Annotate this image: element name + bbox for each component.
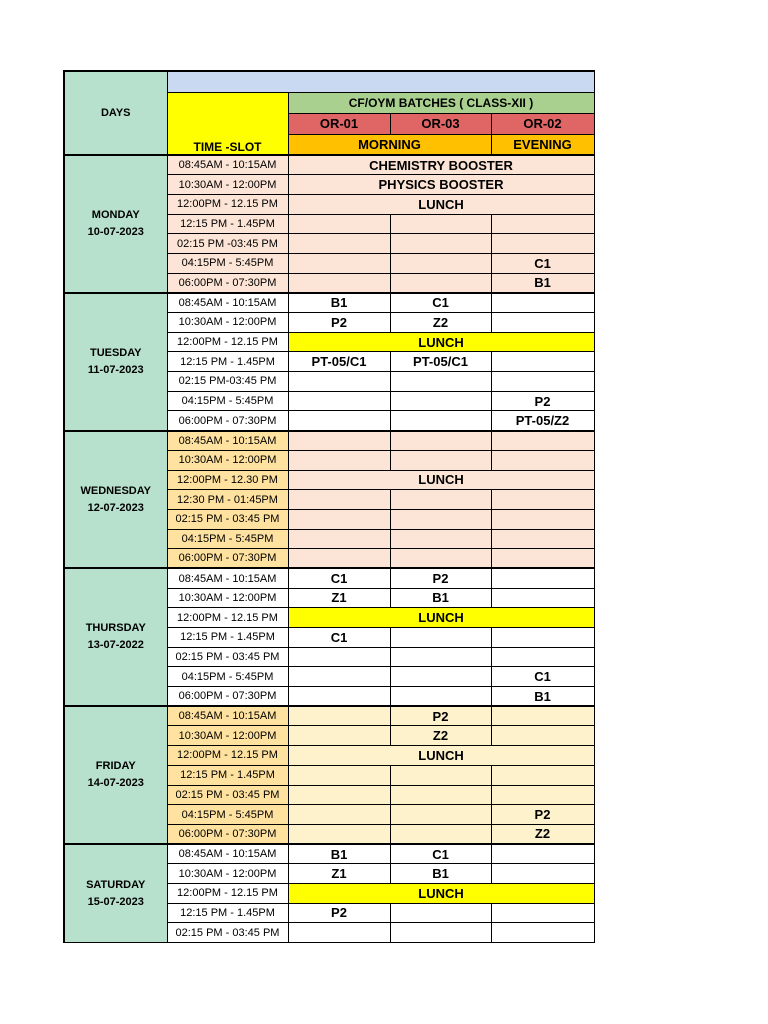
schedule-cell — [491, 588, 594, 608]
schedule-cell: Z2 — [491, 824, 594, 844]
time-slot-cell: 10:30AM - 12:00PM — [167, 588, 288, 608]
schedule-cell — [491, 372, 594, 392]
schedule-cell — [288, 450, 390, 470]
time-slot-cell: 12:15 PM - 1.45PM — [167, 903, 288, 923]
schedule-cell: Z1 — [288, 588, 390, 608]
schedule-cell — [491, 549, 594, 569]
time-slot-cell: 02:15 PM-03:45 PM — [167, 372, 288, 392]
time-slot-cell: 02:15 PM - 03:45 PM — [167, 785, 288, 805]
schedule-cell — [390, 667, 491, 687]
schedule-cell — [288, 647, 390, 667]
schedule-cell — [390, 529, 491, 549]
schedule-cell — [390, 805, 491, 825]
day-name: FRIDAY — [95, 760, 136, 773]
schedule-cell — [491, 214, 594, 234]
day-date: 14-07-2023 — [87, 777, 144, 790]
schedule-cell — [288, 234, 390, 254]
table-row — [64, 431, 594, 451]
schedule-cell — [288, 529, 390, 549]
schedule-cell — [491, 352, 594, 372]
schedule-cell — [390, 647, 491, 667]
time-slot-cell: 04:15PM - 5:45PM — [167, 529, 288, 549]
schedule-cell — [491, 568, 594, 588]
schedule-cell — [390, 687, 491, 707]
time-slot-cell: 08:45AM - 10:15AM — [167, 568, 288, 588]
schedule-cell — [390, 824, 491, 844]
schedule-cell — [491, 785, 594, 805]
time-slot-cell: 08:45AM - 10:15AM — [167, 155, 288, 175]
time-slot-cell: 08:45AM - 10:15AM — [167, 293, 288, 313]
schedule-cell — [288, 805, 390, 825]
room-or-01: OR-01 — [288, 113, 390, 134]
schedule-cell: B1 — [491, 687, 594, 707]
schedule-cell — [491, 431, 594, 451]
morning-label: MORNING — [288, 134, 491, 155]
day-name: WEDNESDAY — [80, 484, 151, 497]
schedule-cell — [491, 923, 594, 943]
day-date: 10-07-2023 — [87, 225, 144, 238]
schedule-cell — [491, 529, 594, 549]
day-date: 11-07-2023 — [87, 363, 144, 376]
schedule-cell — [491, 490, 594, 510]
room-or-03: OR-03 — [390, 113, 491, 134]
time-slot-cell: 06:00PM - 07:30PM — [167, 549, 288, 569]
time-slot-cell: 12:00PM - 12.15 PM — [167, 332, 288, 352]
schedule-cell — [288, 372, 390, 392]
time-slot-cell: 12:15 PM - 1.45PM — [167, 765, 288, 785]
schedule-cell — [390, 411, 491, 431]
schedule-cell — [390, 785, 491, 805]
schedule-cell — [288, 391, 390, 411]
table-row — [64, 293, 594, 313]
time-slot-cell: 02:15 PM - 03:45 PM — [167, 509, 288, 529]
lunch-cell: LUNCH — [288, 746, 594, 766]
schedule-cell — [288, 687, 390, 707]
day-label-tuesday — [64, 293, 167, 431]
day-name: TUESDAY — [89, 346, 142, 359]
schedule-cell: P2 — [491, 805, 594, 825]
schedule-cell: C1 — [491, 667, 594, 687]
time-slot-cell: 04:15PM - 5:45PM — [167, 253, 288, 273]
schedule-cell — [288, 667, 390, 687]
lunch-cell: LUNCH — [288, 608, 594, 628]
booster-cell: CHEMISTRY BOOSTER — [288, 155, 594, 175]
time-slot-cell: 02:15 PM - 03:45 PM — [167, 923, 288, 943]
schedule-cell: B1 — [390, 588, 491, 608]
schedule-cell — [390, 391, 491, 411]
schedule-cell — [491, 726, 594, 746]
schedule-cell: C1 — [288, 568, 390, 588]
day-name: THURSDAY — [85, 622, 146, 635]
schedule-cell: B1 — [288, 293, 390, 313]
time-slot-cell: 12:00PM - 12.15 PM — [167, 608, 288, 628]
schedule-cell — [491, 706, 594, 726]
time-slot-cell: 12:00PM - 12.15 PM — [167, 746, 288, 766]
time-slot-cell: 06:00PM - 07:30PM — [167, 687, 288, 707]
time-slot-cell: 10:30AM - 12:00PM — [167, 313, 288, 333]
batch-title: CF/OYM BATCHES ( CLASS-XII ) — [288, 92, 594, 113]
time-slot-cell: 12:15 PM - 1.45PM — [167, 352, 288, 372]
day-label-wednesday — [64, 431, 167, 569]
time-slot-cell: 12:30 PM - 01:45PM — [167, 490, 288, 510]
schedule-cell — [288, 253, 390, 273]
time-slot-cell: 06:00PM - 07:30PM — [167, 273, 288, 293]
schedule-cell — [288, 824, 390, 844]
time-slot-cell: 04:15PM - 5:45PM — [167, 391, 288, 411]
schedule-cell: C1 — [390, 293, 491, 313]
time-slot-cell: 04:15PM - 5:45PM — [167, 805, 288, 825]
schedule-cell — [491, 509, 594, 529]
schedule-cell — [288, 785, 390, 805]
schedule-cell — [390, 628, 491, 648]
schedule-cell: C1 — [491, 253, 594, 273]
day-label-friday — [64, 706, 167, 844]
time-slot-cell: 12:00PM - 12.30 PM — [167, 470, 288, 490]
schedule-cell — [390, 214, 491, 234]
time-slot-cell: 08:45AM - 10:15AM — [167, 844, 288, 864]
days-header: DAYS — [64, 71, 167, 155]
schedule-cell — [288, 923, 390, 943]
schedule-cell — [390, 923, 491, 943]
lunch-cell: LUNCH — [288, 470, 594, 490]
booster-cell: PHYSICS BOOSTER — [288, 175, 594, 195]
time-slot-cell: 02:15 PM -03:45 PM — [167, 234, 288, 254]
schedule-cell — [491, 450, 594, 470]
schedule-cell: PT-05/C1 — [288, 352, 390, 372]
schedule-cell — [491, 313, 594, 333]
time-slot-cell: 06:00PM - 07:30PM — [167, 411, 288, 431]
schedule-cell: P2 — [491, 391, 594, 411]
schedule-cell: B1 — [491, 273, 594, 293]
schedule-cell: Z1 — [288, 864, 390, 884]
schedule-cell — [491, 234, 594, 254]
time-slot-cell: 08:45AM - 10:15AM — [167, 706, 288, 726]
room-or-02: OR-02 — [491, 113, 594, 134]
schedule-cell — [390, 490, 491, 510]
schedule-cell: B1 — [288, 844, 390, 864]
time-slot-cell: 10:30AM - 12:00PM — [167, 726, 288, 746]
schedule-cell — [288, 273, 390, 293]
schedule-cell: B1 — [390, 864, 491, 884]
schedule-cell — [288, 490, 390, 510]
schedule-cell — [288, 726, 390, 746]
schedule-cell — [390, 549, 491, 569]
schedule-cell — [390, 253, 491, 273]
schedule-cell — [288, 765, 390, 785]
schedule-cell — [390, 765, 491, 785]
schedule-cell — [288, 549, 390, 569]
schedule-cell: P2 — [390, 568, 491, 588]
schedule-cell — [390, 450, 491, 470]
table-row — [64, 568, 594, 588]
schedule-cell — [390, 903, 491, 923]
table-row — [64, 155, 594, 175]
lunch-cell: LUNCH — [288, 883, 594, 903]
schedule-cell: Z2 — [390, 726, 491, 746]
schedule-cell — [288, 411, 390, 431]
schedule-cell: P2 — [288, 313, 390, 333]
time-slot-cell: 10:30AM - 12:00PM — [167, 450, 288, 470]
schedule-cell — [390, 234, 491, 254]
schedule-cell — [491, 844, 594, 864]
schedule-cell — [390, 273, 491, 293]
schedule-cell — [491, 864, 594, 884]
schedule-cell: PT-05/Z2 — [491, 411, 594, 431]
time-slot-cell: 08:45AM - 10:15AM — [167, 431, 288, 451]
time-slot-cell: 12:00PM - 12.15 PM — [167, 883, 288, 903]
time-slot-header: TIME -SLOT — [167, 92, 288, 155]
schedule-cell — [491, 628, 594, 648]
time-slot-cell: 10:30AM - 12:00PM — [167, 175, 288, 195]
schedule-cell: Z2 — [390, 313, 491, 333]
table-row — [64, 844, 594, 864]
evening-label: EVENING — [491, 134, 594, 155]
timetable — [63, 70, 595, 943]
time-slot-cell: 10:30AM - 12:00PM — [167, 864, 288, 884]
schedule-cell: C1 — [390, 844, 491, 864]
time-slot-cell: 02:15 PM - 03:45 PM — [167, 647, 288, 667]
time-slot-cell: 12:00PM - 12.15 PM — [167, 194, 288, 214]
lunch-cell: LUNCH — [288, 332, 594, 352]
day-date: 13-07-2022 — [87, 639, 144, 652]
time-slot-cell: 12:15 PM - 1.45PM — [167, 214, 288, 234]
schedule-cell — [491, 765, 594, 785]
schedule-cell — [288, 706, 390, 726]
day-date: 12-07-2023 — [87, 501, 144, 514]
day-date: 15-07-2023 — [87, 895, 144, 908]
schedule-cell — [288, 214, 390, 234]
schedule-cell — [491, 647, 594, 667]
time-slot-cell: 04:15PM - 5:45PM — [167, 667, 288, 687]
schedule-cell: PT-05/C1 — [390, 352, 491, 372]
day-name: MONDAY — [91, 208, 140, 221]
lunch-cell: LUNCH — [288, 194, 594, 214]
schedule-cell — [491, 293, 594, 313]
day-name: SATURDAY — [86, 878, 146, 891]
schedule-cell: C1 — [288, 628, 390, 648]
day-label-monday — [64, 155, 167, 293]
schedule-cell — [390, 431, 491, 451]
schedule-cell — [288, 509, 390, 529]
table-row — [64, 706, 594, 726]
schedule-cell — [390, 372, 491, 392]
day-label-saturday — [64, 844, 167, 942]
schedule-cell: P2 — [390, 706, 491, 726]
schedule-cell — [390, 509, 491, 529]
time-slot-cell: 12:15 PM - 1.45PM — [167, 628, 288, 648]
schedule-cell: P2 — [288, 903, 390, 923]
schedule-cell — [288, 431, 390, 451]
schedule-cell — [491, 903, 594, 923]
day-label-thursday — [64, 568, 167, 706]
top-band — [167, 71, 594, 92]
time-slot-cell: 06:00PM - 07:30PM — [167, 824, 288, 844]
